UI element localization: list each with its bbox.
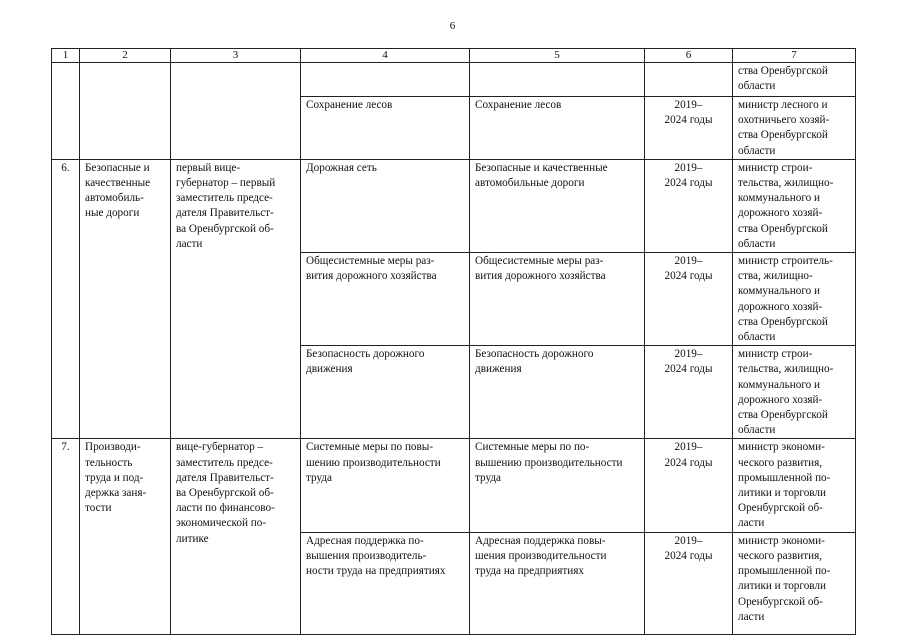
- period-cell: [645, 63, 733, 97]
- national-project-line: Производи-: [85, 441, 141, 454]
- responsible-cell: [733, 346, 856, 439]
- responsible-cell: [733, 253, 856, 346]
- regional-project-cell: [301, 532, 470, 634]
- federal-project-line: Общесистемные меры раз-: [475, 255, 604, 268]
- period-line: 2019–: [674, 441, 703, 454]
- responsible-line: области: [738, 331, 776, 344]
- responsible-line: промышленной по-: [738, 565, 831, 578]
- national-project-line: труда и под-: [85, 471, 144, 484]
- responsible-line: министр экономи-: [738, 441, 825, 454]
- table-header-row: [52, 49, 856, 63]
- regional-project-line: Адресная поддержка по-: [306, 534, 424, 547]
- responsible-line: дорожного хозяй-: [738, 207, 823, 220]
- column-number-3: 3: [171, 49, 301, 63]
- curator-cell: [171, 159, 301, 439]
- projects-table: [51, 48, 856, 635]
- regional-project-line: Общесистемные меры раз-: [306, 255, 435, 268]
- regional-project-line: Дорожная сеть: [306, 161, 377, 174]
- period-line: 2024 годы: [664, 549, 713, 562]
- responsible-line: области: [738, 144, 776, 157]
- national-project-line: автомобиль-: [85, 192, 144, 205]
- curator-line: ва Оренбургской об-: [176, 487, 274, 500]
- responsible-cell: [733, 159, 856, 252]
- responsible-line: литики и торговли: [738, 487, 826, 500]
- curator-line: экономической по-: [176, 517, 267, 530]
- period-line: 2024 годы: [664, 456, 713, 469]
- period-cell: [645, 97, 733, 160]
- column-number-2: 2: [80, 49, 171, 63]
- period-line: 2019–: [674, 348, 703, 361]
- responsible-line: области: [738, 80, 776, 93]
- responsible-line: литики и торговли: [738, 580, 826, 593]
- responsible-line: ческого развития,: [738, 456, 823, 469]
- national-project-line: качественные: [85, 177, 151, 190]
- responsible-line: Оренбургской об-: [738, 595, 823, 608]
- federal-project-cell: [470, 63, 645, 97]
- responsible-line: охотничьего хозяй-: [738, 114, 830, 127]
- responsible-line: ства Оренбургской: [738, 409, 828, 422]
- federal-project-line: Системные меры по по-: [475, 441, 590, 454]
- regional-project-line: вышения производитель-: [306, 549, 427, 562]
- responsible-line: коммунального и: [738, 285, 821, 298]
- responsible-line: ства Оренбургской: [738, 315, 828, 328]
- period-line: 2019–: [674, 99, 703, 111]
- federal-project-cell: [470, 159, 645, 252]
- period-cell: [645, 346, 733, 439]
- responsible-line: министр строитель-: [738, 255, 833, 268]
- federal-project-line: вития дорожного хозяйства: [475, 270, 606, 283]
- federal-project-line: автомобильные дороги: [475, 177, 585, 190]
- period-line: 2019–: [674, 161, 703, 174]
- curator-line: заместитель предсе-: [176, 192, 273, 205]
- responsible-line: промышленной по-: [738, 471, 831, 484]
- table-row: [52, 439, 856, 532]
- federal-project-cell: [470, 532, 645, 634]
- federal-project-line: Безопасность дорожного: [475, 348, 594, 361]
- responsible-line: коммунального и: [738, 192, 821, 205]
- regional-project-cell: [301, 97, 470, 160]
- responsible-line: министр экономи-: [738, 534, 825, 547]
- national-project-cell: [80, 159, 171, 439]
- responsible-line: коммунального и: [738, 378, 821, 391]
- period-line: 2024 годы: [664, 270, 713, 283]
- national-project-cell: [80, 439, 171, 634]
- curator-line: первый вице-: [176, 161, 241, 174]
- responsible-line: министр строи-: [738, 348, 813, 361]
- period-cell: [645, 532, 733, 634]
- responsible-line: Оренбургской об-: [738, 502, 823, 515]
- responsible-cell: [733, 63, 856, 97]
- column-number-4: 4: [301, 49, 470, 63]
- federal-project-line: движения: [475, 363, 522, 376]
- curator-line: литике: [176, 532, 209, 545]
- regional-project-cell: [301, 253, 470, 346]
- responsible-line: ства, жилищно-: [738, 270, 813, 283]
- curator-line: ласти: [176, 237, 203, 250]
- period-line: 2019–: [674, 255, 703, 268]
- column-number-1: 1: [52, 49, 80, 63]
- column-number-6: 6: [645, 49, 733, 63]
- responsible-line: области: [738, 424, 776, 437]
- row-number-cell: 6.: [52, 159, 80, 439]
- period-cell: [645, 439, 733, 532]
- responsible-line: тельства, жилищно-: [738, 363, 834, 376]
- responsible-cell: [733, 439, 856, 532]
- regional-project-line: Безопасность дорожного: [306, 348, 425, 361]
- federal-project-line: Безопасные и качественные: [475, 161, 608, 174]
- responsible-line: дорожного хозяй-: [738, 300, 823, 313]
- responsible-cell: [733, 532, 856, 634]
- curator-cell: [171, 439, 301, 634]
- responsible-line: ласти: [738, 610, 765, 623]
- row-number-cell: 7.: [52, 439, 80, 634]
- period-line: 2024 годы: [664, 114, 713, 127]
- regional-project-line: Системные меры по повы-: [306, 441, 434, 454]
- curator-line: вице-губернатор –: [176, 441, 264, 454]
- curator-line: дателя Правительст-: [176, 471, 274, 484]
- regional-project-cell: [301, 63, 470, 97]
- responsible-cell: [733, 97, 856, 160]
- curator-line: губернатор – первый: [176, 177, 276, 190]
- national-project-cell: [80, 63, 171, 160]
- period-cell: [645, 253, 733, 346]
- period-line: 2024 годы: [664, 363, 713, 376]
- curator-line: дателя Правительст-: [176, 207, 274, 220]
- responsible-line: ласти: [738, 517, 765, 530]
- national-project-line: Безопасные и: [85, 161, 150, 174]
- table-row: [52, 159, 856, 252]
- federal-project-cell: [470, 253, 645, 346]
- period-line: 2019–: [674, 534, 703, 547]
- regional-project-cell: [301, 439, 470, 532]
- responsible-line: тельства, жилищно-: [738, 177, 834, 190]
- federal-project-cell: [470, 346, 645, 439]
- federal-project-cell: [470, 97, 645, 160]
- curator-line: заместитель предсе-: [176, 456, 273, 469]
- regional-project-cell: [301, 159, 470, 252]
- federal-project-line: шения производительности: [475, 549, 607, 562]
- federal-project-line: труда: [475, 471, 502, 484]
- federal-project-line: труда на предприятиях: [475, 565, 584, 578]
- responsible-line: министр лесного и: [738, 99, 828, 111]
- responsible-line: ства Оренбургской: [738, 222, 828, 235]
- federal-project-line: Сохранение лесов: [475, 99, 562, 111]
- regional-project-line: вития дорожного хозяйства: [306, 270, 437, 283]
- page-number: 6: [449, 20, 456, 32]
- table-row: [52, 63, 856, 97]
- national-project-line: ные дороги: [85, 207, 140, 220]
- row-number-cell: [52, 63, 80, 160]
- national-project-line: держка заня-: [85, 487, 147, 500]
- responsible-line: ческого развития,: [738, 549, 823, 562]
- federal-project-cell: [470, 439, 645, 532]
- period-cell: [645, 159, 733, 252]
- period-line: 2024 годы: [664, 177, 713, 190]
- regional-project-line: ности труда на предприятиях: [306, 565, 446, 578]
- curator-line: ласти по финансово-: [176, 502, 275, 515]
- responsible-line: области: [738, 237, 776, 250]
- federal-project-line: вышению производительности: [475, 456, 623, 469]
- regional-project-line: Сохранение лесов: [306, 99, 393, 111]
- responsible-line: ства Оренбургской: [738, 129, 828, 142]
- curator-line: ва Оренбургской об-: [176, 222, 274, 235]
- national-project-line: тельность: [85, 456, 133, 469]
- responsible-line: дорожного хозяй-: [738, 393, 823, 406]
- column-number-7: 7: [733, 49, 856, 63]
- curator-cell: [171, 63, 301, 160]
- regional-project-line: движения: [306, 363, 353, 376]
- column-number-5: 5: [470, 49, 645, 63]
- national-project-line: тости: [85, 502, 112, 515]
- responsible-line: ства Оренбургской: [738, 65, 828, 77]
- regional-project-cell: [301, 346, 470, 439]
- responsible-line: министр строи-: [738, 161, 813, 174]
- federal-project-line: Адресная поддержка повы-: [475, 534, 606, 547]
- regional-project-line: шению производительности: [306, 456, 441, 469]
- regional-project-line: труда: [306, 471, 333, 484]
